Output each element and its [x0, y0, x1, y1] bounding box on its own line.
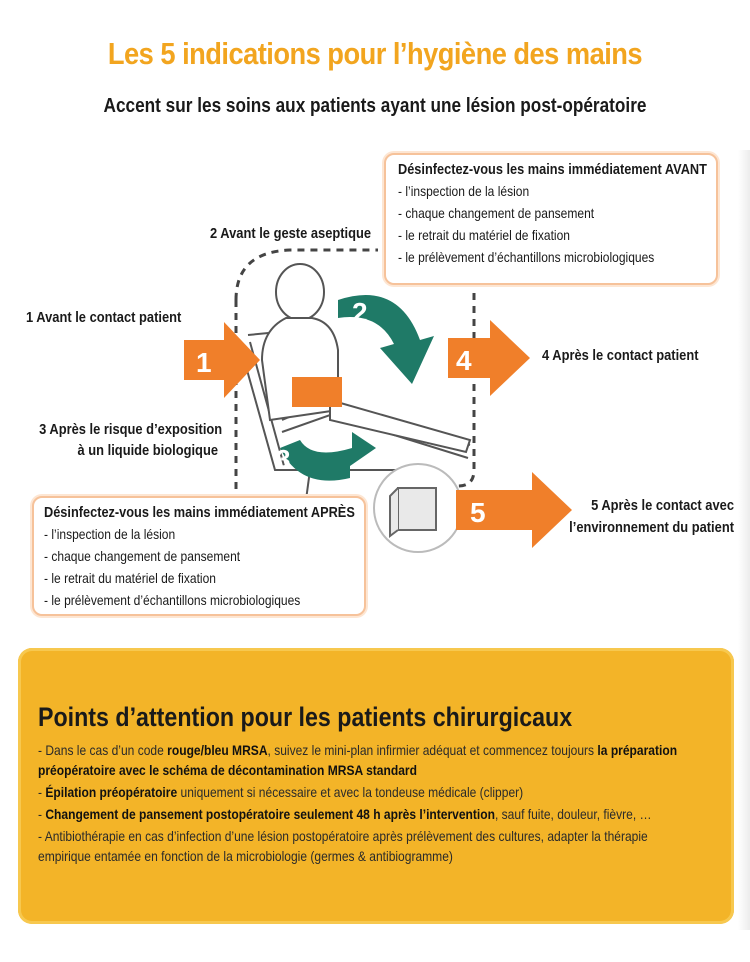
patient-figure	[262, 264, 470, 452]
moment-4-label: 4 Après le contact patient	[542, 347, 699, 364]
after-instructions-box	[32, 496, 366, 616]
attention-line-2: préopératoire avec le schéma de décontamination MRSA standard	[38, 762, 417, 778]
before-box-title: Désinfectez-vous les mains immédiatement AVANT	[398, 162, 707, 178]
moment-3-label-line1: 3 Après le risque d’exposition	[39, 421, 223, 438]
arrow-1	[184, 322, 260, 398]
moment-5-label-line2: l’environnement du patient	[569, 519, 734, 536]
moment-3-label-line2: à un liquide biologique	[77, 442, 218, 459]
before-instructions-box	[384, 153, 718, 285]
attention-line-3: - Épilation préopératoire uniquement si nécessaire et avec la tondeuse médicale (clipper)	[38, 784, 524, 800]
page-subtitle: Accent sur les soins aux patients ayant une lésion post-opératoire	[103, 95, 647, 117]
moment-2-label: 2 Avant le geste aseptique	[210, 225, 372, 242]
attention-title: Points d’attention pour les patients chirurgicaux	[38, 702, 573, 732]
before-box-list	[398, 180, 716, 268]
arrow-4-number: 4	[456, 345, 472, 376]
attention-line-4: - Changement de pansement postopératoire seulement 48 h après l’intervention, sauf fuite, douleur, fièvre, …	[38, 806, 652, 822]
list-item: - le prélèvement d’échantillons microbiologiques	[44, 592, 301, 608]
arrow-1-number: 1	[196, 347, 212, 378]
arrow-5-number: 5	[470, 497, 486, 528]
list-item: - le retrait du matériel de fixation	[44, 570, 216, 586]
list-item: - le retrait du matériel de fixation	[398, 227, 570, 243]
arrow-2-number: 2	[352, 297, 368, 328]
arrow-5	[456, 472, 572, 548]
list-item: - chaque changement de pansement	[44, 548, 241, 564]
moment-5-label-line1: 5 Après le contact avec	[591, 497, 734, 514]
wound-dressing	[292, 377, 342, 407]
list-item: - chaque changement de pansement	[398, 205, 595, 221]
list-item: - le prélèvement d’échantillons microbiologiques	[398, 249, 655, 265]
arrow-3-number: 3	[276, 444, 291, 474]
attention-line-5: - Antibiothérapie en cas d’infection d’une lésion postopératoire après prélèvement des cultures, adapter la thérapie	[38, 828, 648, 844]
attention-panel	[18, 648, 734, 924]
arrow-4	[448, 320, 530, 396]
list-item: - l’inspection de la lésion	[44, 526, 176, 542]
arrow-2	[338, 295, 434, 384]
bedside-table-icon	[390, 488, 436, 536]
arrow-3	[276, 432, 376, 481]
after-box-list	[44, 523, 364, 611]
attention-line-6: empirique entamée en fonction de la microbiologie (germes & antibiogramme)	[38, 848, 453, 864]
moment-1-label: 1 Avant le contact patient	[26, 309, 182, 326]
attention-line-1: - Dans le cas d’un code rouge/bleu MRSA, suivez le mini-plan infirmier adéquat et commencez toujours la préparation	[38, 742, 678, 758]
after-box-title: Désinfectez-vous les mains immédiatement APRÈS	[44, 505, 355, 521]
list-item: - l’inspection de la lésion	[398, 183, 530, 199]
page-title: Les 5 indications pour l’hygiène des mains	[107, 36, 643, 71]
